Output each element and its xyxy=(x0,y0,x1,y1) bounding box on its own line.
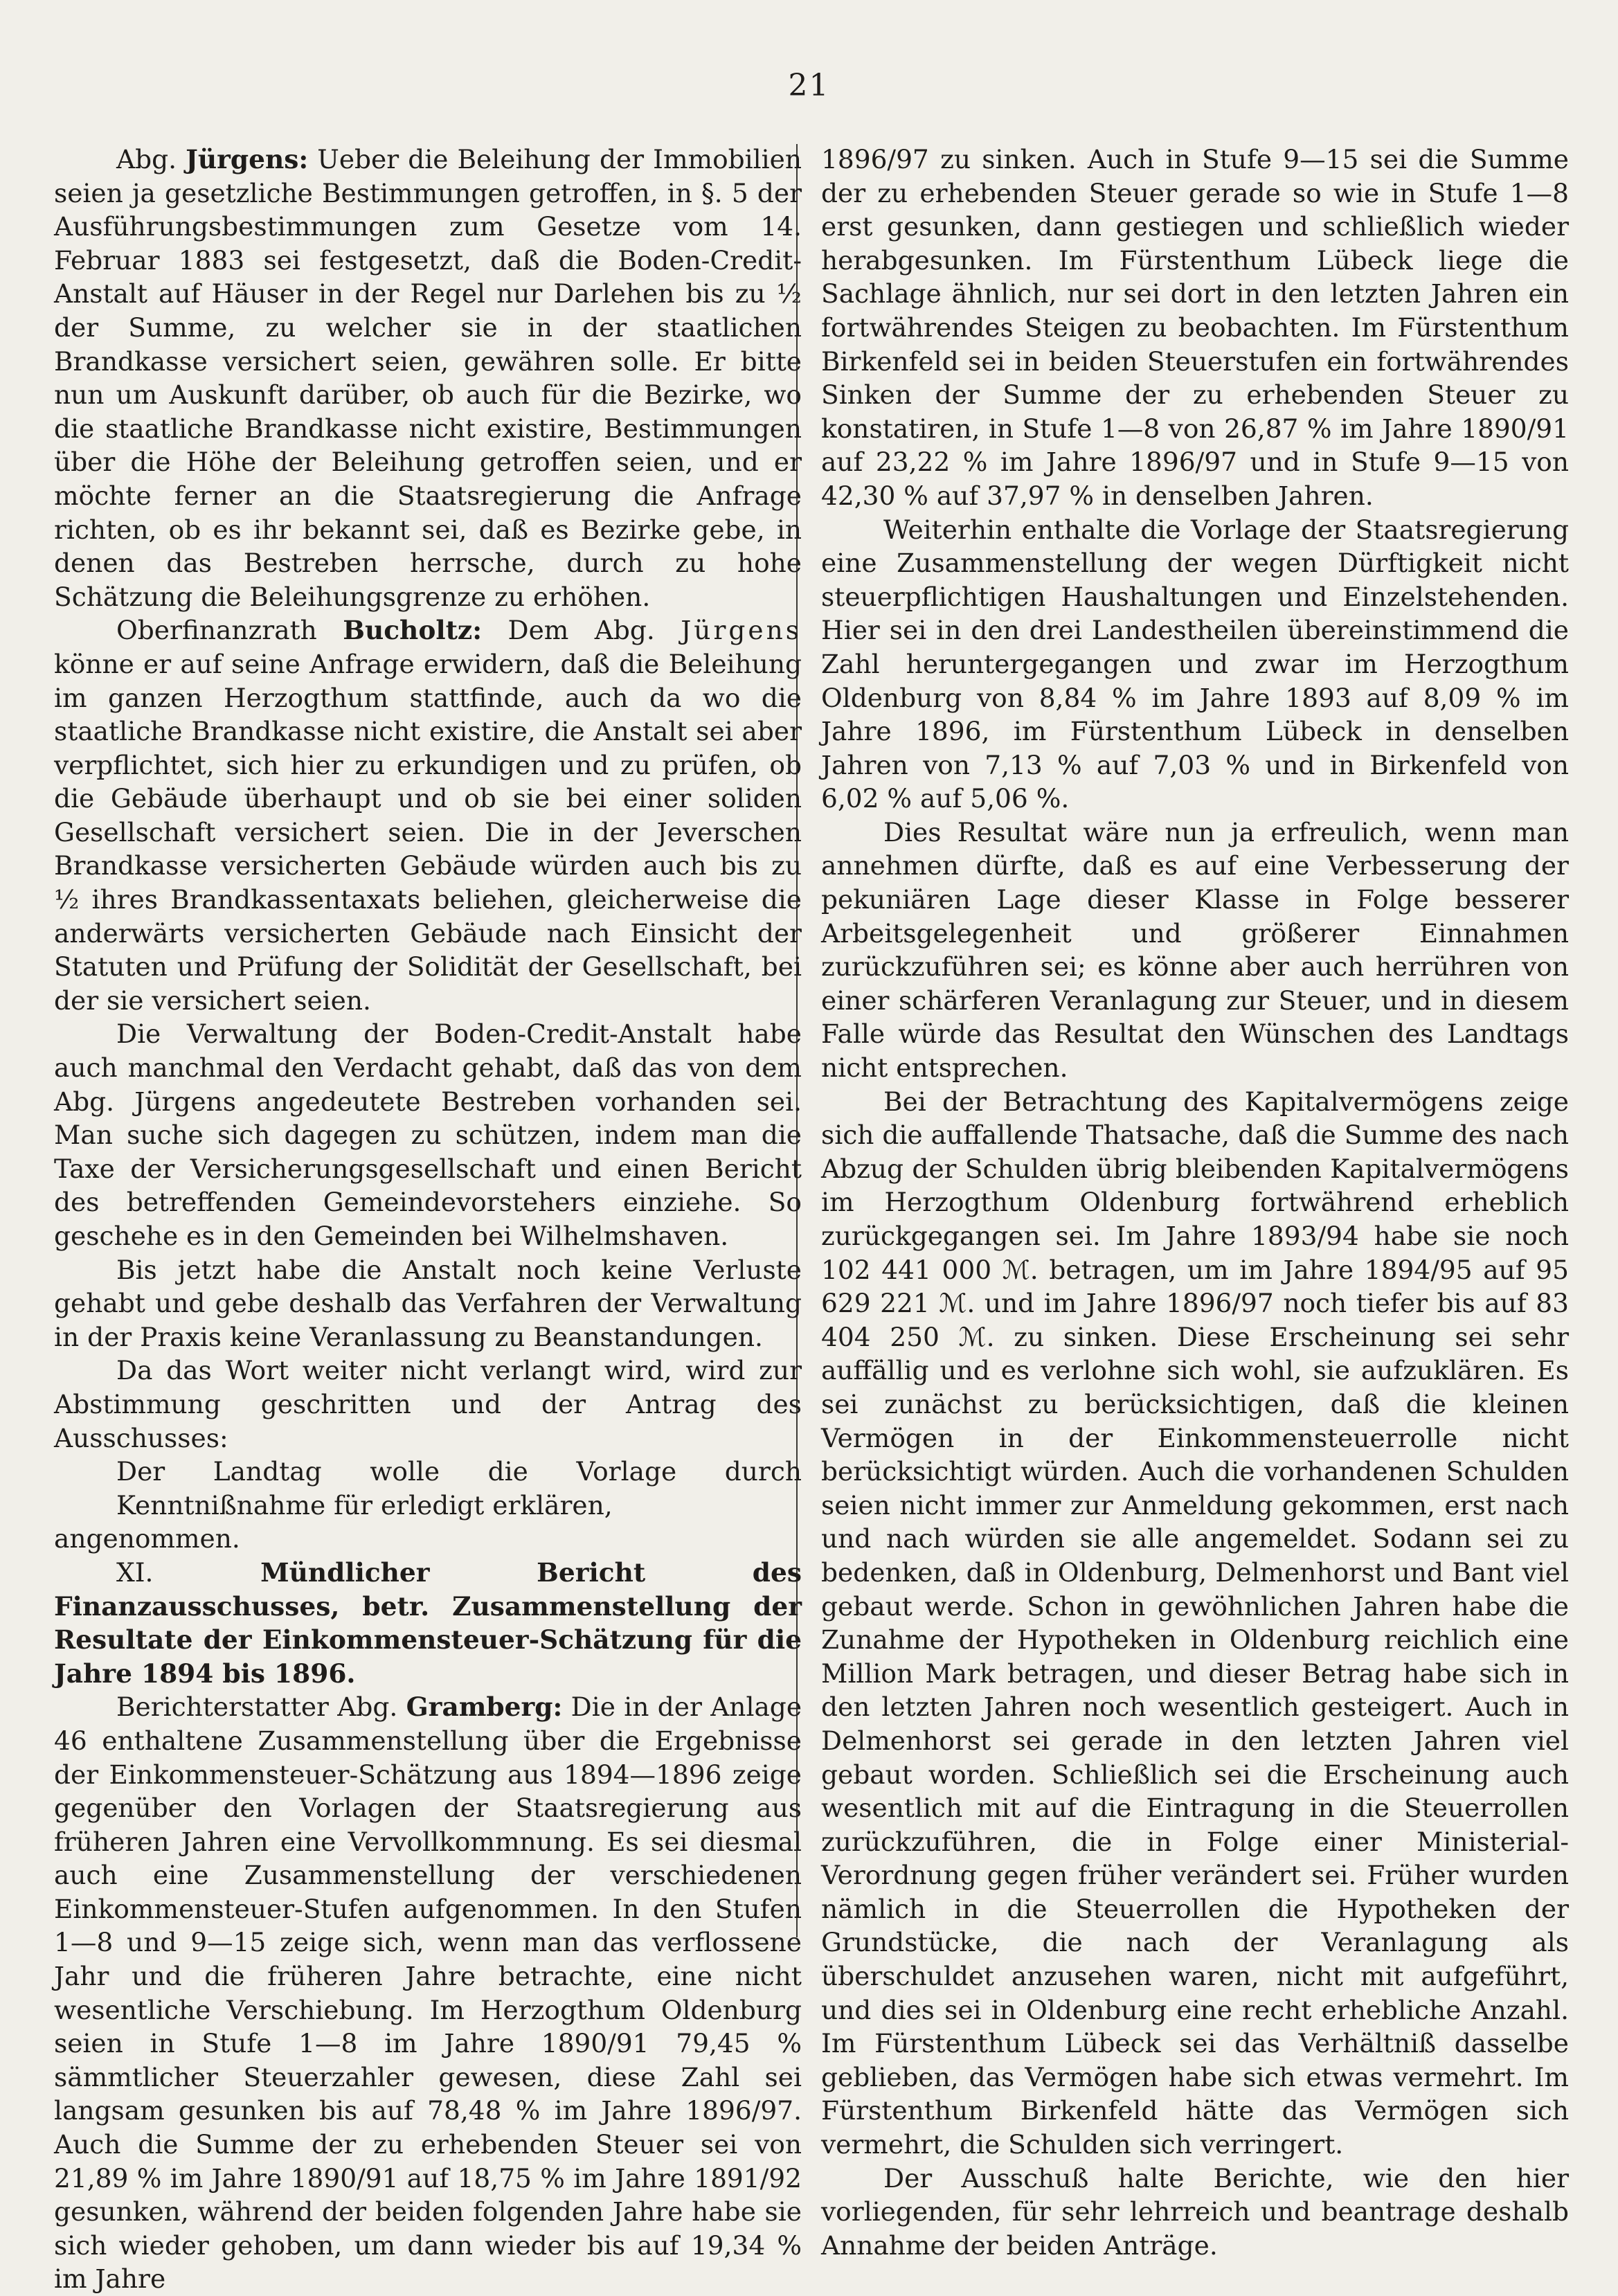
right-column xyxy=(821,143,1569,2262)
section-number: XI. xyxy=(116,1557,154,1588)
paragraph-bucholtz xyxy=(54,613,802,1017)
paragraph-verwaltung: Die Verwaltung der Boden-Credit-Anstalt habe auch manchmal den Verdacht gehabt, daß das von dem Abg. Jürgens angedeutete Bestreben vorhanden sei. Man suche sich dagegen zu schützen, indem man die Taxe der Versicherungsgesellschaft und einen Bericht des betreffenden Gemeindevorstehers einziehe. So geschehe es in den Gemeinden bei Wilhelmshaven. xyxy=(54,1019,802,1251)
paragraph-verluste: Bis jetzt habe die Anstalt noch keine Verluste gehabt und gebe deshalb das Verfahren der Verwaltung in der Praxis keine Veranlassung zu Beanstandungen. xyxy=(54,1254,802,1352)
speaker-name: Jürgens: xyxy=(186,144,309,174)
adopted-text: angenommen. xyxy=(54,1523,240,1554)
paragraph-ausschuss: Der Ausschuß halte Berichte, wie den hier vorliegenden, für sehr lehrreich und beantrage deshalb Annahme der beiden Anträge. xyxy=(821,2162,1569,2261)
speaker-title: Oberfinanzrath xyxy=(116,615,343,646)
speaker-name: Gramberg: xyxy=(406,1692,563,1723)
speaker-title: Abg. xyxy=(116,144,186,174)
paragraph-text: Die in der Anlage 46 enthaltene Zusammenstellung über die Ergebnisse der Einkommensteuer-Schätzung aus 1894—1896 zeige gegenüber den Vorlagen der Staatsregierung aus früheren Jahren eine Vervollkommnung. Es sei diesmal auch eine Zusammenstellung der verschiedenen Einkommensteuer-Stufen aufgenommen. In den Stufen 1—8 und 9—15 zeige sich, wenn man das verflossene Jahr und die früheren Jahre betrachte, eine nicht wesentliche Verschiebung. Im Herzogthum Oldenburg seien in Stufe 1—8 im Jahre 1890/91 79,45 % sämmtlicher Steuerzahler gewesen, diese Zahl sei langsam gesunken bis auf 78,48 % im Jahre 1896/97. Auch die Summe der zu erhebenden Steuer sei von 21,89 % im Jahre 1890/91 auf 18,75 % im Jahre 1891/92 gesunken, während der beiden folgenden Jahre habe sie sich wieder gehoben, um dann wieder bis auf 19,34 % im Jahre xyxy=(54,1692,802,2295)
paragraph-text: könne er auf seine Anfrage erwidern, daß die Beleihung im ganzen Herzogthum stattfinde, auch da wo die staatliche Brandkasse nicht existire, die Anstalt sei aber verpflichtet, sich hier zu erkundigen und zu prüfen, ob die Gebäude überhaupt und ob sie bei einer soliden Gesellschaft versichert seien. Die in der Jeverschen Brandkasse versicherten Gebäude würden auch bis zu ½ ihres Brandkassentaxats beliehen, gleicherweise die anderwärts versicherten Gebäude nach Einsicht der Statuten und Prüfung der Solidität der Gesellschaft, bei der sie versichert seien. xyxy=(54,648,802,1016)
speaker-name: Bucholtz: xyxy=(343,615,483,646)
page-number: 21 xyxy=(788,68,830,103)
paragraph-duerftigkeit: Weiterhin enthalte die Vorlage der Staatsregierung eine Zusammenstellung der wegen Dürftigkeit nicht steuerpflichtigen Haushaltungen und Einzelstehenden. Hier sei in den drei Landestheilen übereinstimmend die Zahl heruntergegangen und zwar im Herzogthum Oldenburg von 8,84 % im Jahre 1893 auf 8,09 % im Jahre 1896, im Fürstenthum Lübeck in denselben Jahren von 7,13 % auf 7,03 % und in Birkenfeld von 6,02 % auf 5,06 %. xyxy=(821,514,1569,814)
paragraph-continuation: 1896/97 zu sinken. Auch in Stufe 9—15 sei die Summe der zu erhebenden Steuer gerade so wie in Stufe 1—8 erst gesunken, dann gestiegen und schließlich wieder herabgesunken. Im Fürstenthum Lübeck liege die Sachlage ähnlich, nur sei dort in den letzten Jahren ein fortwährendes Steigen zu beobachten. Im Fürstenthum Birkenfeld sei in beiden Steuerstufen ein fortwährendes Sinken der Summe der zu erhebenden Steuer zu konstatiren, in Stufe 1—8 von 26,87 % im Jahre 1890/91 auf 23,22 % im Jahre 1896/97 und in Stufe 9—15 von 42,30 % auf 37,97 % in denselben Jahren. xyxy=(821,144,1569,511)
paragraph-gramberg xyxy=(54,1690,802,2296)
left-column xyxy=(54,143,802,2296)
spaced-name: Jürgens xyxy=(681,615,802,646)
paragraph-abstimmung: Da das Wort weiter nicht verlangt wird, wird zur Abstimmung geschritten und der Antrag des Ausschusses: xyxy=(54,1355,802,1453)
paragraph-text: Dem Abg. xyxy=(482,615,681,646)
paragraph-text: Ueber die Beleihung der Immobilien seien ja gesetzliche Bestimmungen getroffen, in §. 5 der Ausführungsbestimmungen zum Gesetze vom 14. Februar 1883 sei festgesetzt, daß die Boden-Credit-Anstalt auf Häuser in der Regel nur Darlehen bis zu ½ der Summe, zu welcher sie in der staatlichen Brandkasse versichert seien, gewähren solle. Er bitte nun um Auskunft darüber, ob auch für die Bezirke, wo die staatliche Brandkasse nicht existire, Bestimmungen über die Höhe der Beleihung getroffen seien, und er möchte ferner an die Staatsregierung die Anfrage richten, ob es ihr bekannt sei, daß es Bezirke gebe, in denen das Bestreben herrsche, durch zu hohe Schätzung die Beleihungsgrenze zu erhöhen. xyxy=(54,144,802,612)
paragraph-resultat: Dies Resultat wäre nun ja erfreulich, wenn man annehmen dürfte, daß es auf eine Verbesserung der pekuniären Lage dieser Klasse in Folge besserer Arbeitsgelegenheit und größerer Einnahmen zurückzuführen sei; es könne aber auch herrühren von einer schärferen Veranlagung zur Steuer, und in diesem Falle würde das Resultat den Wünschen des Landtags nicht entsprechen. xyxy=(821,816,1569,1084)
section-title: Mündlicher Bericht des Finanzausschusses, betr. Zusammenstellung der Resultate der Einkommensteuer-Schätzung für die Jahre 1894 bis 1896. xyxy=(54,1557,802,1689)
paragraph-kapitalvermoegen: Bei der Betrachtung des Kapitalvermögens zeige sich die auffallende Thatsache, daß die Summe des nach Abzug der Schulden übrig bleibenden Kapitalvermögens im Herzogthum Oldenburg fortwährend erheblich zurückgegangen sei. Im Jahre 1893/94 habe sie noch 102 441 000 ℳ. betragen, um im Jahre 1894/95 auf 95 629 221 ℳ. und im Jahre 1896/97 noch tiefer bis auf 83 404 250 ℳ. zu sinken. Diese Erscheinung sei sehr auffällig und es verlohne sich wohl, sie aufzuklären. Es sei zunächst zu berücksichtigen, daß die kleinen Vermögen in der Einkommensteuerrolle nicht berücksichtigt würden. Auch die vorhandenen Schulden seien nicht immer zur Anmeldung gekommen, erst nach und nach würden sie alle angemeldet. Sodann sei zu bedenken, daß in Oldenburg, Delmenhorst und Bant viel gebaut werde. Schon in gewöhnlichen Jahren habe die Zunahme der Hypotheken in Oldenburg reichlich eine Million Mark betragen, und dieser Betrag habe sich in den letzten Jahren noch wesentlich gesteigert. Auch in Delmenhorst sei gerade in den letzten Jahren viel gebaut worden. Schließlich sei die Erscheinung auch wesentlich mit auf die Eintragung in die Steuerrollen zurückzuführen, die in Folge einer Ministerial-Verordnung gegen früher verändert sei. Früher wurden nämlich in die Steuerrollen die Hypotheken der Grundstücke, die nach der Veranlagung als überschuldet anzusehen waren, nicht mit aufgeführt, und dies sei in Oldenburg eine recht erhebliche Anzahl. Im Fürstenthum Lübeck sei das Verhältniß dasselbe geblieben, das Vermögen habe sich etwas vermehrt. Im Fürstenthum Birkenfeld hätte das Vermögen sich vermehrt, die Schulden sich verringert. xyxy=(821,1086,1569,2160)
motion-text: Der Landtag wolle die Vorlage durch Kenntnißnahme für erledigt erklären, xyxy=(116,1456,802,1521)
section-heading xyxy=(54,1556,802,1690)
paragraph-juergens xyxy=(54,143,802,613)
speaker-title: Berichterstatter Abg. xyxy=(116,1692,406,1723)
